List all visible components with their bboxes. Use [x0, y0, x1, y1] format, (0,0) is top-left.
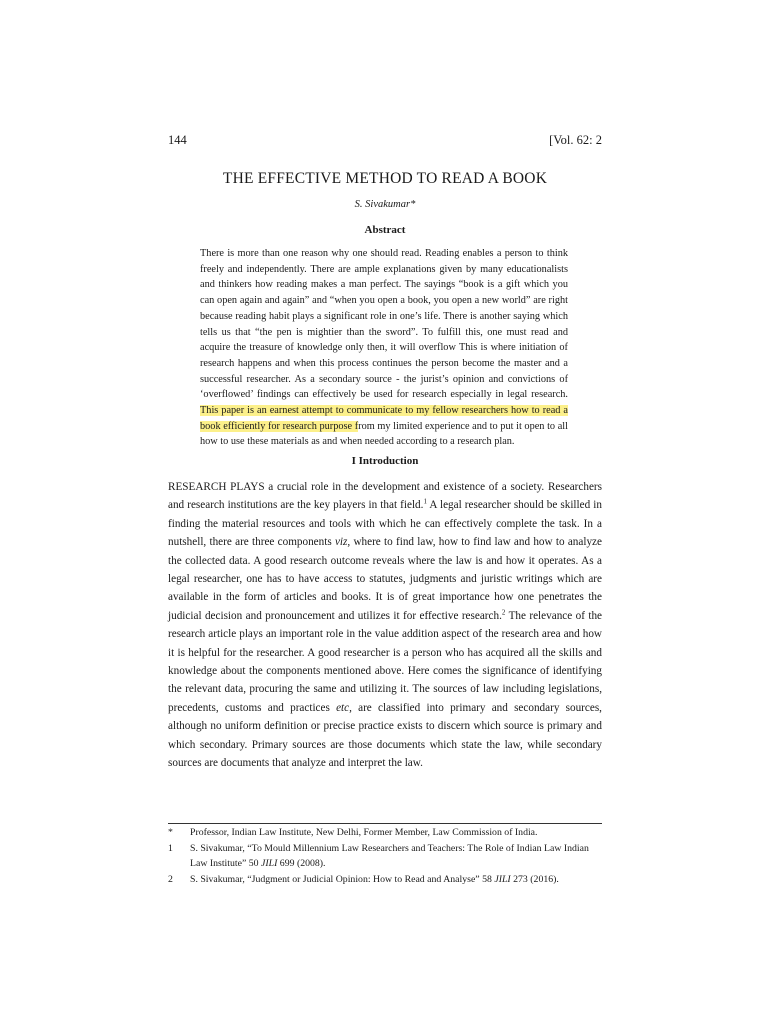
highlighted-text[interactable]: This paper is an earnest attempt to communicate to my fellow researchers how to read a book efficiently for research purpose f: [200, 405, 568, 432]
footnote-journal: JILI: [494, 874, 511, 886]
page-number: 144: [168, 133, 187, 147]
footnote-mark: *: [168, 827, 173, 838]
intro-text-5: are classified into primary and secondary sources, although no uniform definition or precise practice exists to discern which source is primary and which secondary. Primary sources are those documents which state the law, while secondary sources are documents that analyze and interpret the law.: [168, 701, 602, 770]
paper-title: THE EFFECTIVE METHOD TO READ A BOOK: [222, 170, 548, 187]
footnote-mark: 1: [168, 843, 173, 855]
footnote-mark: 2: [168, 874, 173, 886]
footnote-ref-1[interactable]: 1: [423, 497, 427, 506]
abstract-text-start: There is more than one reason why one should read. Reading enables a person to think freely and independently. There are ample explanations given by many educationalists and thinkers how reading makes a man perfect. The sayings “book is a gift which you can open again and again” and “when you open a book, you open a new world” are right because reading habit plays a significant role in one’s life. There is another saying which tells us that “the pen is mightier than the sword”. To fulfill this, one must read and acquire the treasure of knowledge only then, it will overflow This is where initiation of research happens and when this process continues the person become the master and a successful researcher. As a secondary source - the jurist’s opinion and convictions of ‘overflowed’ findings can effectively be used for research especially in legal research.: [200, 248, 568, 401]
abstract-text: [200, 246, 568, 450]
volume-label: [Vol. 62: 2: [549, 133, 602, 147]
footnote-ref-2[interactable]: 2: [501, 608, 506, 617]
intro-text-3: where to find law, how to find law and how to analyze the collected data. A good research outcome reveals where the law is and how it operates. As a legal researcher, one has to have access to statutes, judgments and juristic writings which are available in the form of articles and books. It is of great importance how one penetrates the judicial decision and pronouncement and utilizes it for effective research.: [168, 536, 602, 622]
author-name: S. Sivakumar*: [354, 199, 416, 210]
introduction-paragraph: [168, 478, 602, 773]
footnote-text-b: 699 (2008).: [277, 857, 326, 869]
intro-etc: etc,: [336, 701, 352, 714]
footnote-item: [168, 873, 602, 887]
abstract-text-end: rom my limited experience and to put it open to all how to use these materials as and when needed according to a research plan.: [200, 420, 568, 448]
footnote-text: [190, 842, 602, 871]
footnote-item: [168, 842, 602, 871]
intro-text-2: A legal researcher should be skilled in finding the material resources and tools with which he can effectively complete the task. In a nutshell, there are three components: [168, 499, 602, 549]
footnote-item: [168, 826, 602, 840]
footnote-text-a: S. Sivakumar, “To Mould Millennium Law Researchers and Teachers: The Role of Indian Law Indian Law Institute” 50: [190, 843, 589, 869]
intro-text-1: RESEARCH PLAYS a crucial role in the development and existence of a society. Researchers and research institutions are the key players in that field.: [168, 481, 602, 512]
footnote-text-a: S. Sivakumar, “Judgment or Judicial Opinion: How to Read and Analyse” 58: [190, 874, 495, 886]
footnote-divider: [168, 823, 602, 824]
intro-text-4: The relevance of the research article plays an important role in the value addition aspect of the research area and how it is helpful for the researcher. A good researcher is a person who has acquired all the skills and knowledge about the components mentioned above. Here comes the significance of identifying the relevant data, procuring the same and utilizing it. The sources of law including legislations, precedents, customs and practices: [168, 609, 602, 714]
introduction-heading: I Introduction: [351, 455, 419, 467]
footnote-text: [190, 826, 602, 840]
footnotes: [168, 826, 602, 890]
intro-viz: viz,: [334, 536, 351, 549]
footnote-text: [190, 873, 602, 887]
abstract-heading: Abstract: [364, 224, 406, 236]
footnote-text-b: 273 (2016).: [510, 874, 559, 886]
footnote-journal: JILI: [261, 857, 278, 869]
footnote-text-a: Professor, Indian Law Institute, New Delhi, Former Member, Law Commission of India.: [190, 827, 538, 838]
running-header: [168, 133, 602, 151]
